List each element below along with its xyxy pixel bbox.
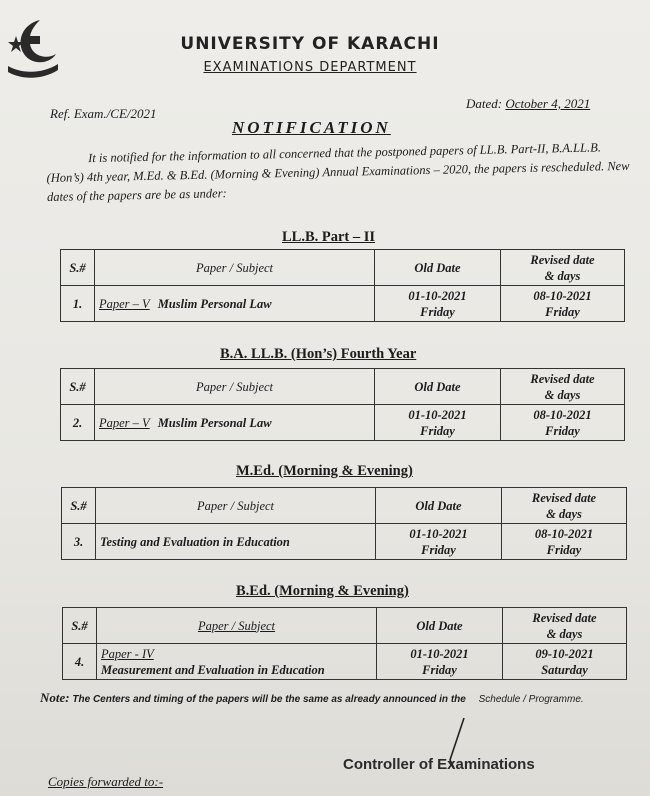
note-text: The Centers and timing of the papers will be the same as already announced in the [72, 694, 466, 705]
row-sno: 2. [61, 405, 95, 441]
header-paper: Paper / Subject [95, 369, 375, 405]
signatory-title: Controller of Examinations [343, 756, 535, 773]
row-paper [97, 644, 377, 680]
section-title-bed: B.Ed. (Morning & Evening) [236, 583, 409, 599]
row-sno: 4. [63, 644, 97, 680]
header-sno: S.# [62, 488, 96, 524]
row-old-date [376, 524, 502, 560]
section-title-ballb: B.A. LL.B. (Hon’s) Fourth Year [220, 346, 417, 362]
header-revised [502, 488, 627, 524]
header-revised-line2: & days [544, 387, 581, 402]
table-row [62, 524, 627, 560]
old-day: Friday [420, 304, 455, 319]
old-day: Friday [422, 662, 457, 677]
header-sno: S.# [61, 250, 95, 286]
section-title-llb: LL.B. Part – II [282, 229, 376, 245]
table-row [61, 405, 625, 441]
table-header-row [61, 369, 625, 405]
header-revised-line2: & days [546, 626, 583, 641]
dated-label: Dated: [466, 96, 503, 111]
old-date: 01-10-2021 [409, 526, 468, 541]
note-schedule: Schedule / Programme. [478, 694, 584, 705]
paper-prefix: Paper – V [99, 415, 150, 430]
university-logo-icon [2, 14, 62, 80]
table-header-row [62, 488, 627, 524]
paper-name: Muslim Personal Law [157, 296, 272, 311]
notification-heading: NOTIFICATION [232, 118, 391, 137]
dated-value: October 4, 2021 [505, 96, 591, 111]
row-paper [96, 524, 376, 560]
note-label: Note: [40, 690, 70, 705]
old-day: Friday [421, 542, 456, 557]
intro-paragraph: It is notified for the information to all concerned that the postponed papers of LL.B. Part-II, B.A.LL.B.(Hon’s) 4th year, M.Ed. & B.Ed. (Morning & Evening) Annual Examinations – 2020, the papers is rescheduled. New dates of the papers are be as under: [46, 140, 630, 204]
header-revised-line1: Revised date [531, 490, 597, 505]
old-date: 01-10-2021 [408, 288, 467, 303]
header-paper: Paper / Subject [95, 250, 375, 286]
header-revised-line2: & days [544, 268, 581, 283]
paper-name: Testing and Evaluation in Education [100, 534, 290, 549]
row-sno: 1. [61, 286, 95, 322]
schedule-table-med [61, 487, 627, 560]
header-revised-line1: Revised date [532, 610, 597, 625]
new-date: 08-10-2021 [533, 288, 592, 303]
header-old-date: Old Date [375, 369, 501, 405]
row-old-date [377, 644, 503, 680]
schedule-table-bed [62, 607, 627, 680]
paper-name: Measurement and Evaluation in Education [101, 662, 325, 677]
row-sno: 3. [62, 524, 96, 560]
note-line [40, 690, 584, 706]
old-date: 01-10-2021 [408, 407, 467, 422]
header-sno: S.# [61, 369, 95, 405]
header-old-date: Old Date [376, 488, 502, 524]
row-old-date [375, 405, 501, 441]
table-row [63, 644, 627, 680]
header-revised-line2: & days [546, 506, 582, 521]
new-date: 08-10-2021 [534, 526, 594, 541]
paper-prefix: Paper - IV [101, 646, 154, 661]
row-new-date [503, 644, 627, 680]
header-revised [501, 369, 625, 405]
row-old-date [375, 286, 501, 322]
paper-prefix: Paper – V [99, 296, 150, 311]
table-header-row [61, 250, 625, 286]
schedule-table-llb [60, 249, 625, 322]
header-paper: Paper / Subject [96, 488, 376, 524]
old-date: 01-10-2021 [410, 646, 469, 661]
row-paper [95, 286, 375, 322]
university-title: UNIVERSITY OF KARACHI [180, 34, 440, 54]
paper-name: Muslim Personal Law [157, 415, 272, 430]
old-day: Friday [420, 423, 455, 438]
new-date: 08-10-2021 [533, 407, 592, 422]
dated-line [466, 96, 590, 112]
section-title-med: M.Ed. (Morning & Evening) [236, 463, 413, 479]
new-day: Friday [545, 304, 580, 319]
table-row [61, 286, 625, 322]
row-new-date [502, 524, 627, 560]
header-old-date: Old Date [377, 608, 503, 644]
schedule-table-ballb [60, 368, 625, 441]
reference-number: Ref. Exam./CE/2021 [50, 106, 157, 121]
new-day: Friday [546, 542, 582, 557]
new-date: 09-10-2021 [535, 646, 594, 661]
new-day: Friday [545, 423, 580, 438]
row-paper [95, 405, 375, 441]
header-revised [503, 608, 627, 644]
header-revised-line1: Revised date [530, 252, 595, 267]
header-paper: Paper / Subject [97, 608, 377, 644]
new-day: Saturday [541, 662, 588, 677]
table-header-row [63, 608, 627, 644]
header-old-date: Old Date [375, 250, 501, 286]
header-revised-line1: Revised date [530, 371, 595, 386]
department-title: EXAMINATIONS DEPARTMENT [203, 60, 417, 75]
row-new-date [501, 405, 625, 441]
row-new-date [501, 286, 625, 322]
copies-forwarded: Copies forwarded to:- [48, 774, 164, 789]
header-revised [501, 250, 625, 286]
header-sno: S.# [63, 608, 97, 644]
